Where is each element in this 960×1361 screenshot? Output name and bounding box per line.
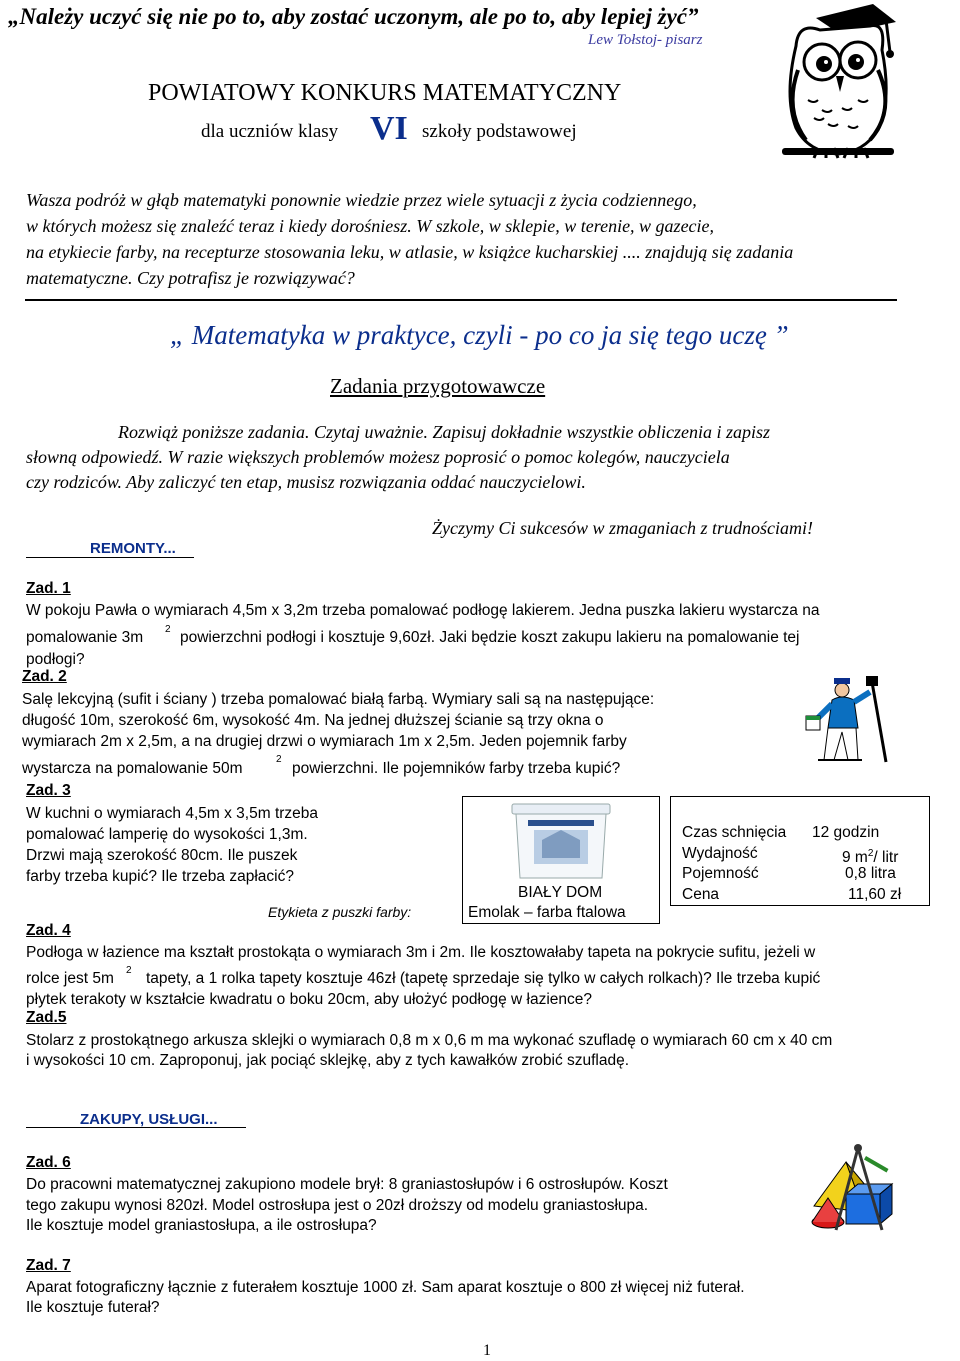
paint-brand: BIAŁY DOM <box>518 884 603 901</box>
task-1-line-2b: powierzchni podłogi i kosztuje 9,60zł. Jaki będzie koszt zakupu lakieru na pomalowanie tej <box>180 629 800 646</box>
task-1-superscript: 2 <box>165 624 171 635</box>
spec-value-drying: 12 godzin <box>812 824 880 841</box>
spec-name-volume: Pojemność <box>682 865 759 882</box>
intro-line-1: Wasza podróż w głąb matematyki ponownie wiedzie przez wiele sytuacji z życia codziennego, <box>26 190 697 210</box>
spec-value-price: 11,60 zł <box>848 886 902 903</box>
instructions-line-3: czy rodziców. Aby zaliczyć ten etap, musisz rozwiązania oddać nauczycielowi. <box>26 472 586 492</box>
task-6-label: Zad. 6 <box>26 1154 71 1171</box>
task-5-label: Zad.5 <box>26 1009 67 1026</box>
class-line-left: dla uczniów klasy <box>201 121 339 142</box>
task-1-line-3: podłogi? <box>26 651 85 668</box>
section-zakupy: ZAKUPY, USŁUGI... <box>80 1111 218 1128</box>
paint-bucket-image <box>508 800 614 882</box>
task-2-line-1: Salę lekcyjną (sufit i ściany ) trzeba pomalować białą farbą. Wymiary sali są na następujące: <box>22 691 655 708</box>
task-7-line-2: Ile kosztuje futerał? <box>26 1299 160 1316</box>
quote-text: „Należy uczyć się nie po to, aby zostać uczonym, ale po to, aby lepiej żyć” <box>8 4 699 29</box>
spec-name-efficiency: Wydajność <box>682 845 758 862</box>
task-5-line-1: Stolarz z prostokątnego arkusza sklejki o wymiarach 0,8 m x 0,6 m ma wykonać szufladę o wymiarach 60 cm x 40 cm <box>26 1032 833 1049</box>
task-1-line-2a: pomalowanie 3m <box>26 629 144 646</box>
task-4-line-3: płytek terakoty w kształcie kwadratu o boku 20cm, aby ułożyć podłogę w łazience? <box>26 991 593 1008</box>
task-2-superscript: 2 <box>276 754 282 765</box>
task-2-line-3: wymiarach 2m x 2,5m, a na drugiej drzwi o wymiarach 1m x 2,5m. Jeden pojemnik farby <box>22 733 627 750</box>
wish-text: Życzymy Ci sukcesów w zmaganiach z trudnościami! <box>432 518 813 538</box>
task-7-label: Zad. 7 <box>26 1257 71 1274</box>
task-7-line-1: Aparat fotograficzny łącznie z futerałem kosztuje 1000 zł. Sam aparat kosztuje o 800 zł więcej niż futerał. <box>26 1279 745 1296</box>
task-3-label: Zad. 3 <box>26 782 71 799</box>
task-2-line-4b: powierzchni. Ile pojemników farby trzeba kupić? <box>292 760 621 777</box>
spec-value-efficiency-after: / litr <box>873 849 899 867</box>
task-3-line-4: farby trzeba kupić? Ile trzeba zapłacić? <box>26 868 294 885</box>
remonty-underline <box>26 557 194 558</box>
section-remonty: REMONTY... <box>90 540 176 557</box>
topic-title: „ Matematyka w praktyce, czyli - po co ja się tego uczę ” <box>170 320 789 350</box>
spec-value-volume: 0,8 litra <box>845 865 896 882</box>
task-3-line-1: W kuchni o wymiarach 4,5m x 3,5m trzeba <box>26 805 319 822</box>
task-1-line-1: W pokoju Pawła o wymiarach 4,5m x 3,2m trzeba pomalować podłogę lakierem. Jedna puszka lakieru wystarcza na <box>26 602 820 619</box>
label-caption: Etykieta z puszki farby: <box>268 904 412 920</box>
task-4-superscript: 2 <box>126 965 132 976</box>
painter-illustration <box>798 676 898 768</box>
contest-title: POWIATOWY KONKURS MATEMATYCZNY <box>148 80 622 106</box>
divider <box>25 299 897 301</box>
task-2-line-4a: wystarcza na pomalowanie 50m <box>22 760 243 777</box>
task-6-line-3: Ile kosztuje model graniastosłupa, a ile ostrosłupa? <box>26 1217 377 1234</box>
task-2-label: Zad. 2 <box>22 668 67 685</box>
quote-author: Lew Tołstoj- pisarz <box>588 32 703 48</box>
intro-line-4: matematyczne. Czy potrafisz je rozwiązywać? <box>26 268 355 288</box>
intro-line-3: na etykiecie farby, na recepturze stosowania leku, w atlasie, w książce kucharskiej .... znajdują się zadania <box>26 242 794 262</box>
section-title: Zadania przygotowawcze <box>330 374 546 398</box>
task-4-line-2a: rolce jest 5m <box>26 970 114 987</box>
task-1-label: Zad. 1 <box>26 580 71 597</box>
spec-value-efficiency-sup: 2 <box>867 848 874 859</box>
class-line-right: szkoły podstawowej <box>422 121 577 142</box>
instructions-line-2: słowną odpowiedź. W razie większych problemów możesz poprosić o pomoc kolegów, nauczyciela <box>26 447 730 467</box>
paint-product: Emolak – farba ftalowa <box>468 904 626 921</box>
task-2-line-2: długość 10m, szerokość 6m, wysokość 4m. Na jednej dłuższej ścianie są trzy okna o <box>22 712 604 729</box>
task-3-line-2: pomalować lamperię do wysokości 1,3m. <box>26 826 308 843</box>
owl-illustration <box>778 0 898 165</box>
task-4-label: Zad. 4 <box>26 922 71 939</box>
spec-name-drying: Czas schnięcia <box>682 824 787 841</box>
class-number: VI <box>370 110 408 147</box>
task-6-line-1: Do pracowni matematycznej zakupiono modele brył: 8 graniastosłupów i 6 ostrosłupów. Koszt <box>26 1176 668 1193</box>
task-4-line-1: Podłoga w łazience ma kształt prostokąta o wymiarach 3m i 2m. Ile kosztowałaby tapeta na pokrycie sufitu, jeżeli w <box>26 944 816 961</box>
spec-name-price: Cena <box>682 886 720 903</box>
intro-line-2: w których możesz się znaleźć teraz i kiedy dorośniesz. W szkole, w sklepie, w terenie, w gazecie, <box>26 216 715 236</box>
instructions-line-1: Rozwiąż poniższe zadania. Czytaj uważnie. Zapisuj dokładnie wszystkie obliczenia i zapisz <box>118 422 771 442</box>
spec-value-efficiency-main: 9 m <box>842 849 868 867</box>
task-6-line-2: tego zakupu wynosi 820zł. Model ostrosłupa jest o 20zł droższy od modelu graniastosłupa. <box>26 1197 649 1214</box>
task-3-line-3: Drzwi mają szerokość 80cm. Ile puszek <box>26 847 298 864</box>
task-5-line-2: i wysokości 10 cm. Zaproponuj, jak pociąć sklejkę, aby z tych kawałków zrobić szufladę. <box>26 1052 630 1069</box>
geometric-solids-illustration <box>806 1142 906 1236</box>
page-number: 1 <box>483 1342 491 1359</box>
task-4-line-2b: tapety, a 1 rolka tapety kosztuje 46zł (tapetę sprzedaje się tylko w całych rolkach)? Ile trzeba kupić <box>146 970 821 987</box>
